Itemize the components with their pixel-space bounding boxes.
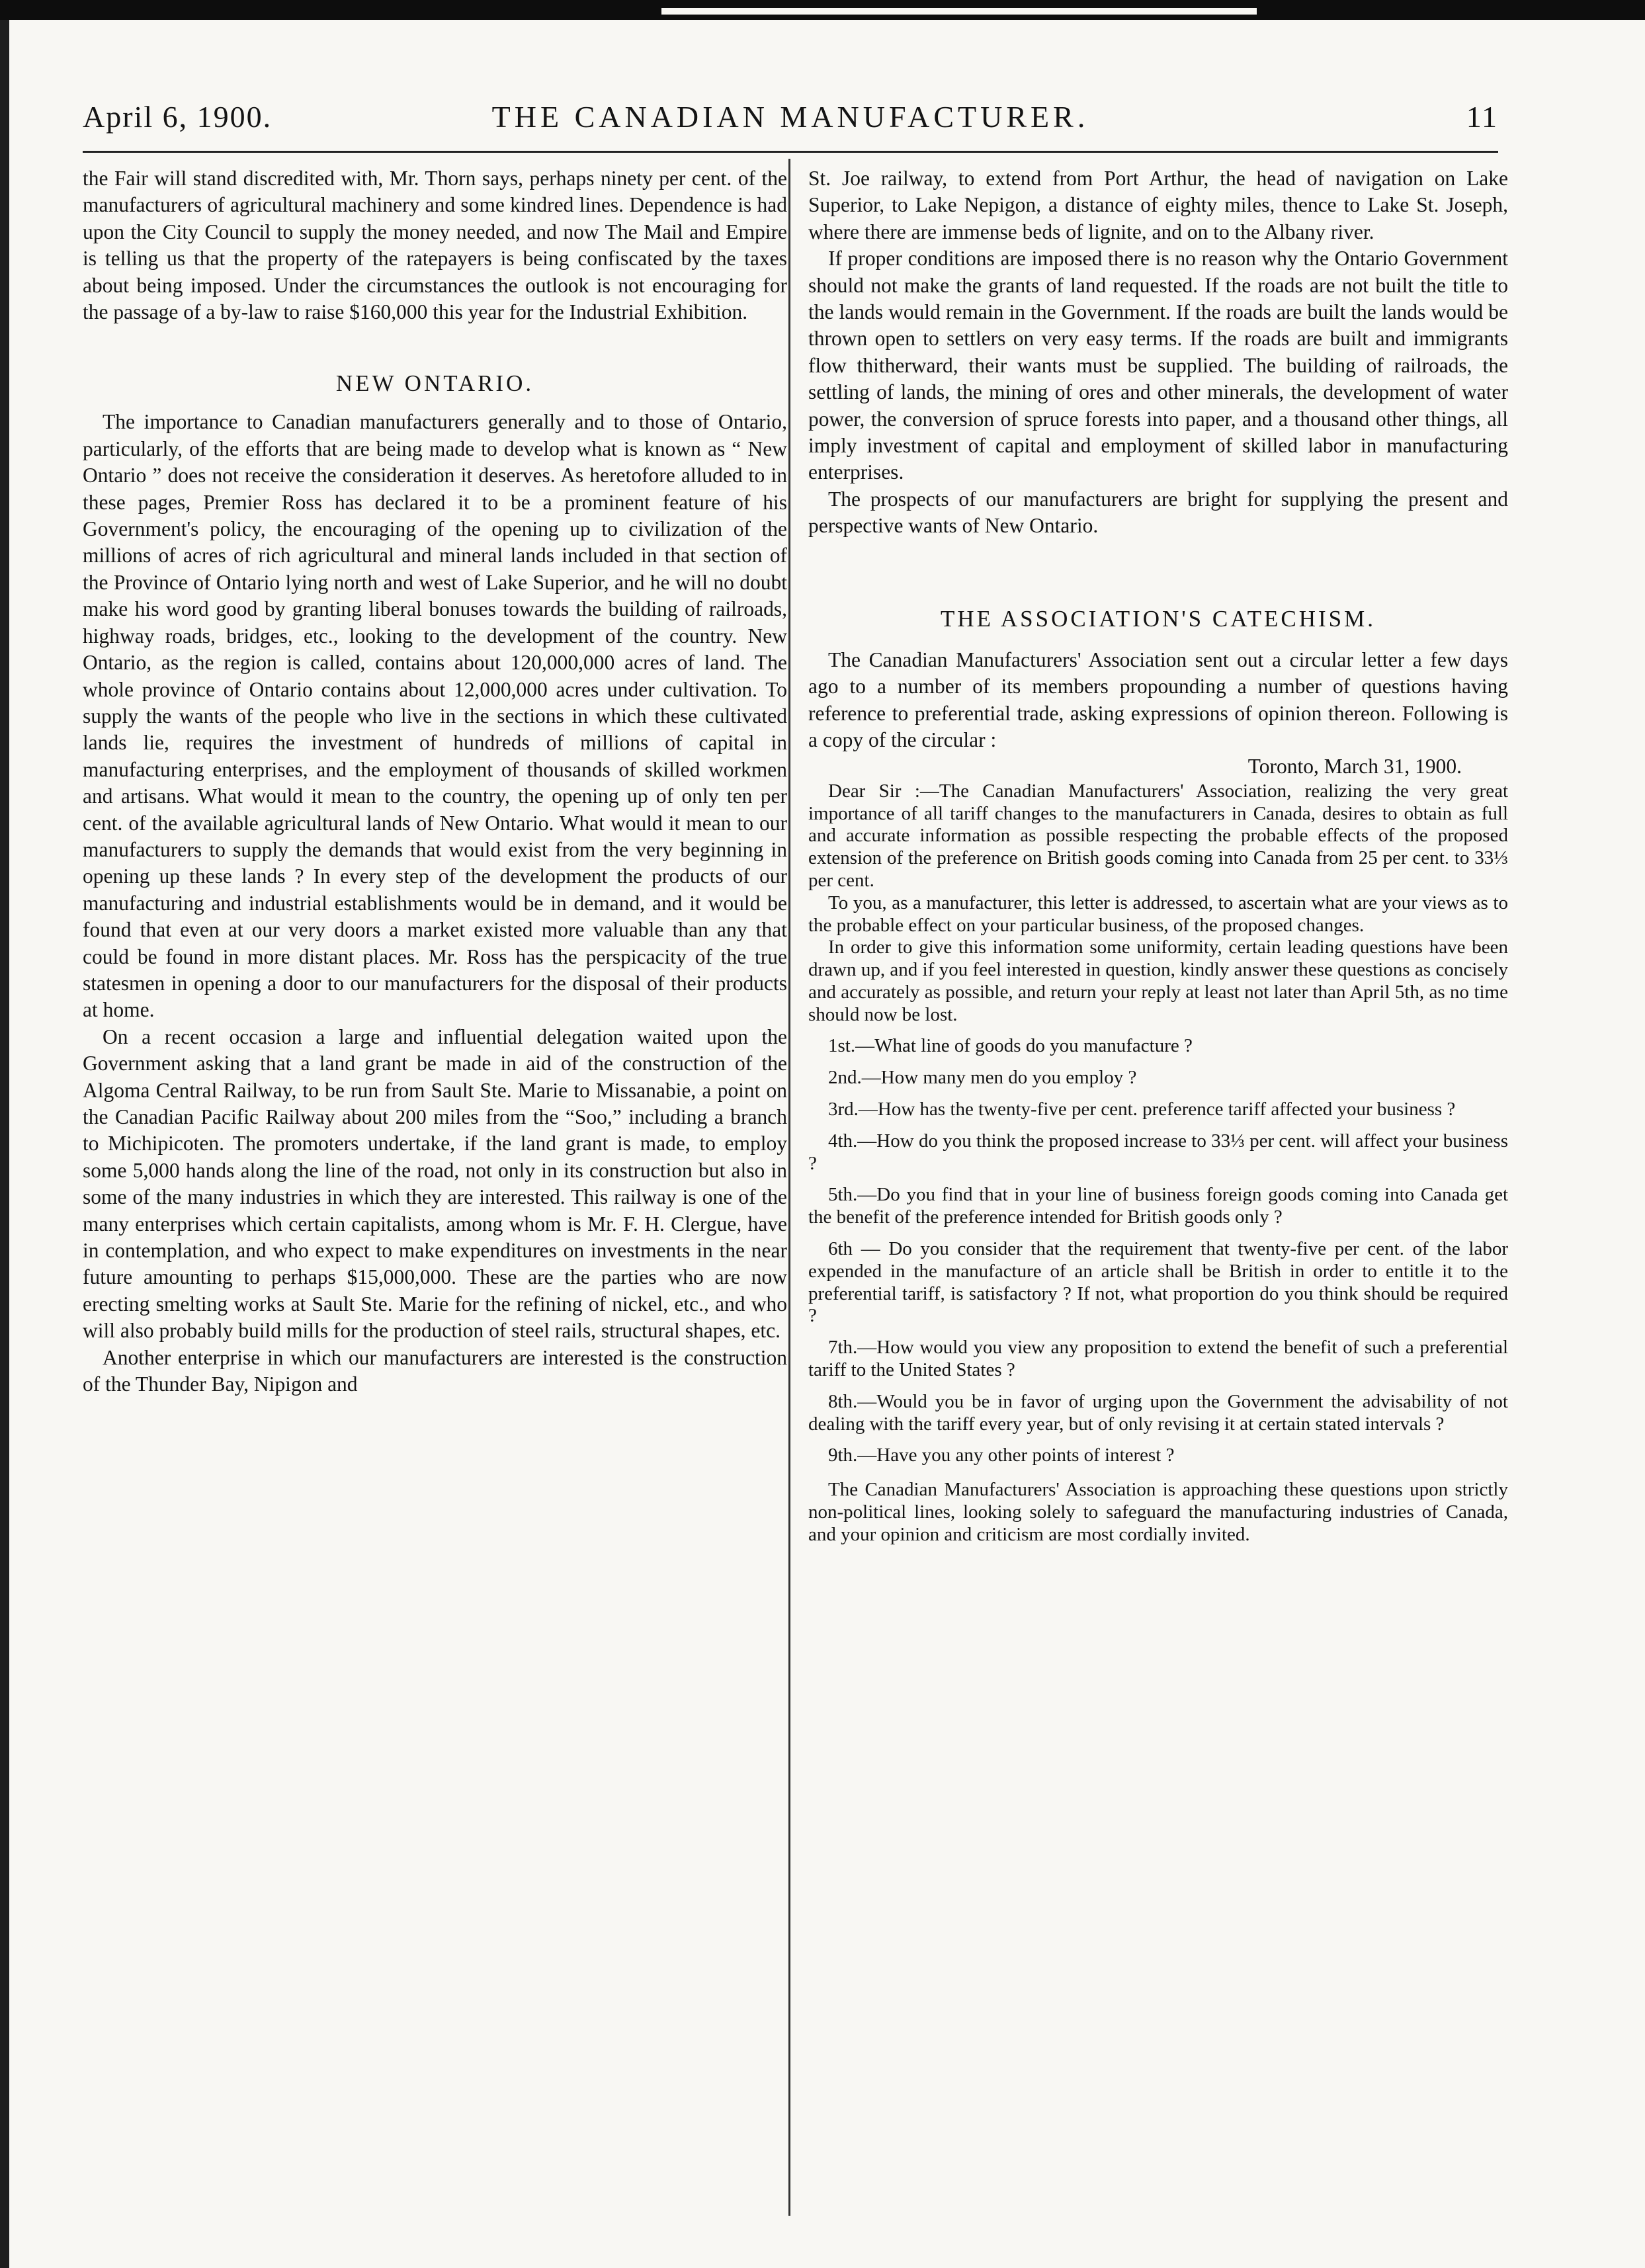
article-continuation: St. Joe railway, to extend from Port Arthur, the head of navigation on Lake Superior, to Lake Nepigon, a distance of eighty miles, thence to Lake St. Joseph, where there are immense beds of lignite, and on to the Albany river. <box>808 167 1508 243</box>
page-number: 11 <box>1466 100 1498 134</box>
letter-paragraph: To you, as a manufacturer, this letter is addressed, to ascertain what are your views as to the probable effect on your particular business, of the proposed changes. <box>808 892 1508 936</box>
circular-letter <box>808 780 1508 1546</box>
question-item: 8th.—Would you be in favor of urging upon the Government the advisability of not dealing with the tariff every year, but of only revising it at certain stated intervals ? <box>808 1390 1508 1435</box>
paragraph: The importance to Canadian manufacturers generally and to those of Ontario, particularly, of the efforts that are being made to develop what is known as “ New Ontario ” does not receive the consideration it deserves. As heretofore alluded to in these pages, Premier Ross has declared it to be a prominent feature of his Government's policy, the encouraging of the opening up to civilization of the millions of acres of rich agricultural and mineral lands included in that section of the Province of Ontario lying north and west of Lake Superior, and he will no doubt make his word good by granting liberal bonuses towards the building of railroads, highway roads, bridges, etc., looking to the development of the country. New Ontario, as the region is called, contains about 120,000,000 acres of land. The whole province of Ontario contains about 12,000,000 acres under cultivation. To supply the wants of the people who live in the sections in which these cultivated lands lie, requires the investment of hundreds of millions of capital in manufacturing enterprises, and the employment of thousands of skilled workmen and artisans. What would it mean to the country, the opening up of only ten per cent. of the available agricultural lands of New Ontario. What would it mean to our manufacturers to supply the demands that would exist from the very beginning in opening up these lands ? In every step of the development the products of our manufacturing and industrial establishments would be in demand, and it would be found that even at our very doors a market existed more valuable than any that could be found in more distant places. Mr. Ross has the perspicacity of the true statesmen in opening a door to our manufacturers for the disposal of their products at home. <box>83 410 787 1022</box>
closing-paragraph: The Canadian Manufacturers' Association is approaching these questions upon strictly non-political lines, looking solely to safeguard the manufacturing industries of Canada, and your opinion and criticism are most cordially invited. <box>808 1479 1508 1545</box>
question-list <box>808 1035 1508 1467</box>
paragraph: If proper conditions are imposed there is no reason why the Ontario Government should not make the grants of land requested. If the roads are not built the title to the lands would remain in the Government. If the roads are built the lands would be thrown open to settlers on very easy terms. If the roads are built and immigrants flow thitherward, their wants must be supplied. The building of railroads, the settling of lands, the mining of ores and other minerals, the development of water power, the conversion of spruce forests into paper, and a thousand other things, all imply investment of capital and employment of skilled labor in manufacturing enterprises. <box>808 247 1508 484</box>
header-rule <box>83 151 1498 153</box>
question-item: 3rd.—How has the twenty-five per cent. preference tariff affected your business ? <box>828 1099 1456 1120</box>
publication-title: THE CANADIAN MANUFACTURER. <box>491 100 1089 134</box>
question-item: 6th — Do you consider that the requirement that twenty-five per cent. of the labor expended in the manufacture of an article shall be British in order to entitle it to the preferential tariff, is satisfactory ? If not, what proportion do you think should be required ? <box>808 1238 1508 1327</box>
article-heading-new-ontario: NEW ONTARIO. <box>335 370 534 397</box>
paragraph: The prospects of our manufacturers are bright for supplying the present and perspective wants of New Ontario. <box>808 487 1508 538</box>
letter-paragraph: Dear Sir :—The Canadian Manufacturers' Association, realizing the very great importance of all tariff changes to the manufacturers in Canada, desires to obtain as full and accurate information as possible respecting the probable effects of the proposed extension of the preference on British goods coming into Canada from 25 per cent. to 33⅓ per cent. <box>808 780 1508 891</box>
question-item: 2nd.—How many men do you employ ? <box>828 1067 1137 1089</box>
right-column <box>808 165 1508 1546</box>
question-item: 1st.—What line of goods do you manufacture ? <box>828 1035 1193 1057</box>
column-divider <box>788 159 790 2216</box>
page-header <box>83 99 1498 146</box>
paragraph: On a recent occasion a large and influential delegation waited upon the Government asking that a land grant be made in aid of the construction of the Algoma Central Railway, to be run from Sault Ste. Marie to Missanabie, a point on the Canadian Pacific Railway about 200 miles from the “Soo,” including a branch to Michipicoten. The promoters undertake, if the land grant is made, to employ some 5,000 hands along the line of the road, not only in its construction but also in some of the many industries in which they are interested. This railway is one of the many enterprises which certain capitalists, among whom is Mr. F. H. Clergue, have in contemplation, and who expect to make expenditures on investments in the near future amounting to perhaps $15,000,000. These are the parties who are now erecting smelting works at Sault Ste. Marie for the refining of nickel, etc., and who will also probably build mills for the production of steel rails, structural shapes, etc. <box>83 1025 787 1343</box>
paragraph: Another enterprise in which our manufacturers are interested is the construction of the Thunder Bay, Nipigon and <box>83 1345 787 1396</box>
question-item: 7th.—How would you view any proposition to extend the benefit of such a preferential tariff to the United States ? <box>808 1337 1508 1381</box>
issue-date: April 6, 1900. <box>83 100 273 134</box>
left-column <box>83 165 787 1398</box>
article-continuation: the Fair will stand discredited with, Mr. Thorn says, perhaps ninety per cent. of the manufacturers of agricultural machinery and some kindred lines. Dependence is had upon the City Council to supply the money needed, and now The Mail and Empire is telling us that the property of the ratepayers is being confiscated by the taxes about being imposed. Under the circumstances the outlook is not encouraging for the passage of a by-law to raise $160,000 this year for the Industrial Exhibition. <box>83 167 787 324</box>
article-heading-catechism: THE ASSOCIATION'S CATECHISM. <box>941 605 1376 632</box>
question-item: 9th.—Have you any other points of interest ? <box>828 1445 1175 1466</box>
letter-dateline: Toronto, March 31, 1900. <box>1247 755 1462 778</box>
question-item: 4th.—How do you think the proposed increase to 33⅓ per cent. will affect your business ? <box>808 1130 1508 1174</box>
paragraph: The Canadian Manufacturers' Association sent out a circular letter a few days ago to a number of its members propounding a number of questions having reference to preferential trade, asking expressions of opinion thereon. Following is a copy of the circular : <box>808 648 1508 751</box>
scan-top-border <box>0 0 1645 20</box>
question-item: 5th.—Do you find that in your line of business foreign goods coming into Canada get the benefit of the preference intended for British goods only ? <box>808 1184 1508 1228</box>
letter-paragraph: In order to give this information some uniformity, certain leading questions have been drawn up, and if you feel interested in question, kindly answer these questions as concisely and accurately as possible, and return your reply at least not later than April 5th, as no time should now be lost. <box>808 937 1508 1025</box>
scan-left-edge <box>0 20 9 2268</box>
